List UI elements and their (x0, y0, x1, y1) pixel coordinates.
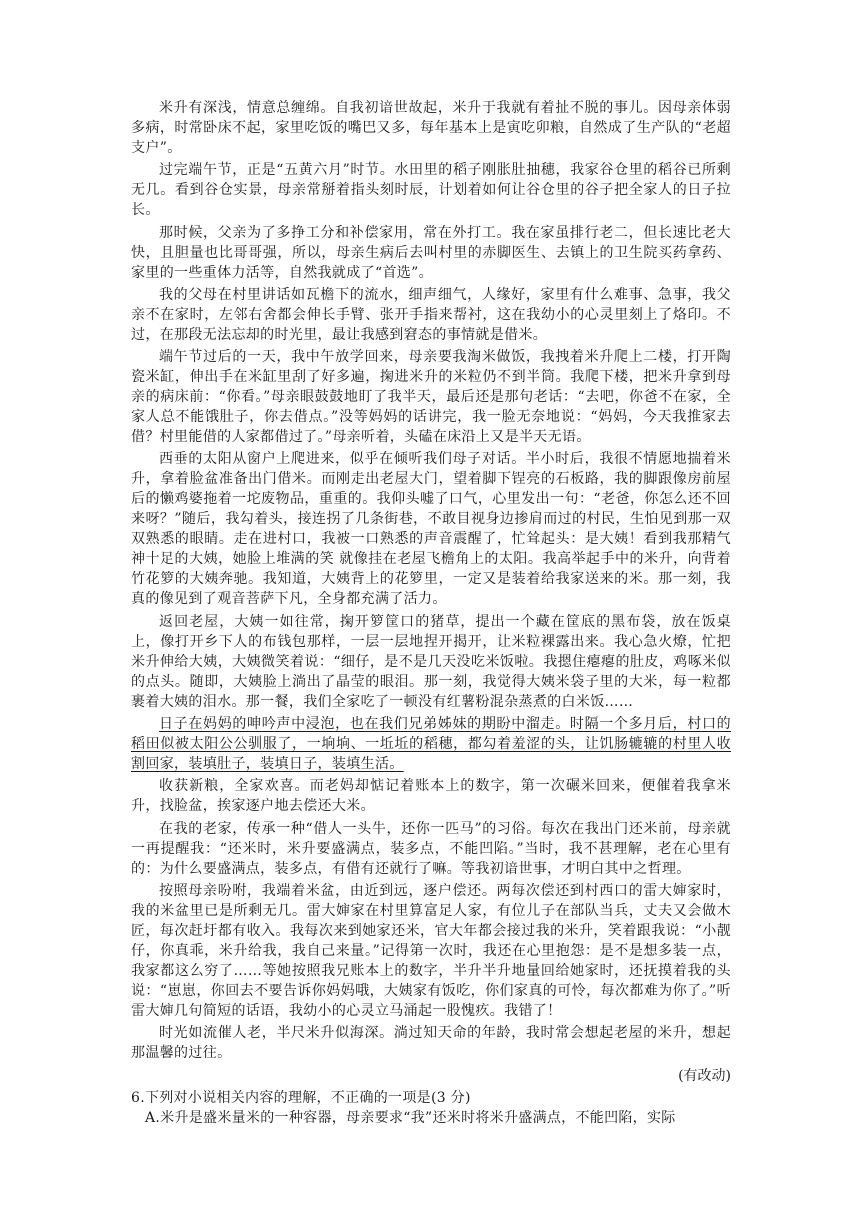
paragraph-11: 按照母亲吩咐，我端着米盆，由近到远，逐户偿还。两每次偿还到村西口的雷大婶家时，我的米盆里已是所剩无几。雷大婶家在村里算富足人家，有位儿子在部队当兵，丈夫又会做木匠，每次赶圩都有收入。我每次来到她家还米，官大年都会接过我的米升，笑着跟我说：“小靓仔，你真乖，米升给我，我自己来量。”记得第一次时，我还在心里抱怨：是不是想多装一点，我家都这么穷了……等她按照我兄账本上的数字，半升半升地量回给她家时，还抚摸着我的头说：“崽崽，你回去不要告诉你妈妈哦，大姨家有饭吃，你们家真的可怜，每次都难为你了。”听雷大婶几句简短的话语，我幼小的心灵立马涌起一股愧疚。我错了！ (131, 882, 731, 1019)
question-6: 6.下列对小说相关内容的理解，不正确的一项是(3 分) (131, 1089, 471, 1106)
paragraph-7: 返回老屋，大姨一如往常，掬开箩筐口的猪草，提出一个藏在筐底的黑布袋，放在饭桌上，像打开乡下人的布钱包那样，一层一层地捏开揭开，让米粒裸露出来。我心急火燎，忙把米升伸给大姨，大姨微笑着说：“细仔，是不是几天没吃米饭啦。我摁住瘪瘪的肚皮，鸡啄米似的点头。随即，大姨脸上淌出了晶莹的眼泪。那一刻，我觉得大姨米袋子里的大米，每一粒都裹着大姨的泪水。那一餐，我们全家吃了一顿没有红薯粉混杂蒸煮的白米饭…… (131, 613, 731, 710)
paragraph-10: 在我的老家，传承一种“借人一头牛，还你一匹马”的习俗。每次在我出门还米前，母亲就一再提醒我：“还米时，米升要盛满点，装多点，不能凹陷。”当时，我不甚理解，老在心里有的：为什么要盛满点，装多点，有借有还就行了嘛。等我初谙世事，才明白其中之哲理。 (131, 820, 731, 877)
source-note: (有改动) (678, 1067, 731, 1084)
paragraph-4: 我的父母在村里讲话如瓦檐下的流水，细声细气，人缘好，家里有什么难事、急事，我父亲不在家时，左邻右舍都会伸长手臂、张开手指来帮衬，这在我幼小的心灵里刻上了烙印。不过，在那段无法忘却的时光里，最让我感到窘态的事情就是借米。 (131, 286, 731, 343)
paragraph-6: 西垂的太阳从窗户上爬进来，似乎在倾听我们母子对话。半小时后，我很不情愿地揣着米升，拿着脸盆准备出门借米。而刚走出老屋大门，望着脚下锃亮的石板路，我的脚跟像房前屋后的懒鸡婆拖着一坨废物品，重重的。我仰头嘘了口气，心里发出一句：“老爸，你怎么还不回来呀？”随后，我勾着头，接连拐了几条街巷，不敢目视身边掺肩而过的村民，生怕见到那一双双熟悉的眼睛。走在进村口，我被一口熟悉的声音震醒了，忙耸起头：是大姨！看到我那精气神十足的大姨，她脸上堆满的笑 就像挂在老屋飞檐角上的太阳。我高举起手中的米升，向背着竹花箩的大姨奔驰。我知道，大姨背上的花箩里，一定又是装着给我家送来的米。那一刻，我真的像见到了观音菩萨下凡，全身都充满了活力。 (131, 451, 731, 608)
paragraph-9: 收获新粮，全家欢喜。而老妈却惦记着账本上的数字，第一次碾米回来，便催着我拿米升，找脸盆，挨家逐户地去偿还大米。 (131, 778, 731, 815)
option-a: A.米升是盛米量米的一种容器，母亲要求“我”还米时将米升盛满点，不能凹陷，实际 (145, 1109, 676, 1126)
paragraph-12: 时光如流催人老，半尺米升似海深。淌过知天命的年龄，我时常会想起老屋的米升，想起那温馨的过往。 (131, 1025, 731, 1062)
underlined-paragraph: 日子在妈妈的呻吟声中浸泡，也在我们兄弟姊妹的期盼中溜走。时隔一个多月后，村口的稻田似被太阳公公驯服了，一垧垧、一坵坵的稻穗，都勾着羞涩的头，让饥肠辘辘的村里人收割回家，装填肚子，装填日子，装填生活。 (131, 716, 731, 773)
paragraph-1: 米升有深浅，情意总缠绵。自我初谙世故起，米升于我就有着扯不脱的事儿。因母亲体弱多病，时常卧床不起，家里吃饭的嘴巴又多，每年基本上是寅吃卯粮，自然成了生产队的“老超支户”。 (131, 100, 731, 156)
paragraph-5: 端午节过后的一天，我中午放学回来，母亲要我淘米做饭，我拽着米升爬上二楼，打开陶瓷米缸，伸出手在米缸里刮了好多遍，掬进米升的米粒仍不到半筒。我爬下楼，把米升拿到母亲的病床前：“你看。”母亲眼鼓鼓地盯了我半天，最后还是那句老话：“去吧，你爸不在家，全家人总不能饿肚子，你去借点。”没等妈妈的话讲完，我一脸无奈地说：“妈妈，今天我推家去借？村里能借的人家都借过了。”母亲听着，头磕在床沿上又是半天无语。 (131, 349, 731, 446)
paragraph-3: 那时候，父亲为了多挣工分和补偿家用，常在外打工。我在家虽排行老二，但长速比老大快，且胆量也比哥哥强，所以，母亲生病后去叫村里的赤脚医生、去镇上的卫生院买药拿药、家里的一些重体力活等，自然我就成了“首选”。 (131, 224, 731, 281)
paragraph-2: 过完端午节，正是“五黄六月”时节。水田里的稻子刚胀肚抽穗，我家谷仓里的稻谷已所剩无几。看到谷仓实景，母亲常掰着指头刻时辰，计划着如何让谷仓里的谷子把全家人的日子拉长。 (131, 162, 731, 219)
exam-page (131, 98, 731, 1128)
